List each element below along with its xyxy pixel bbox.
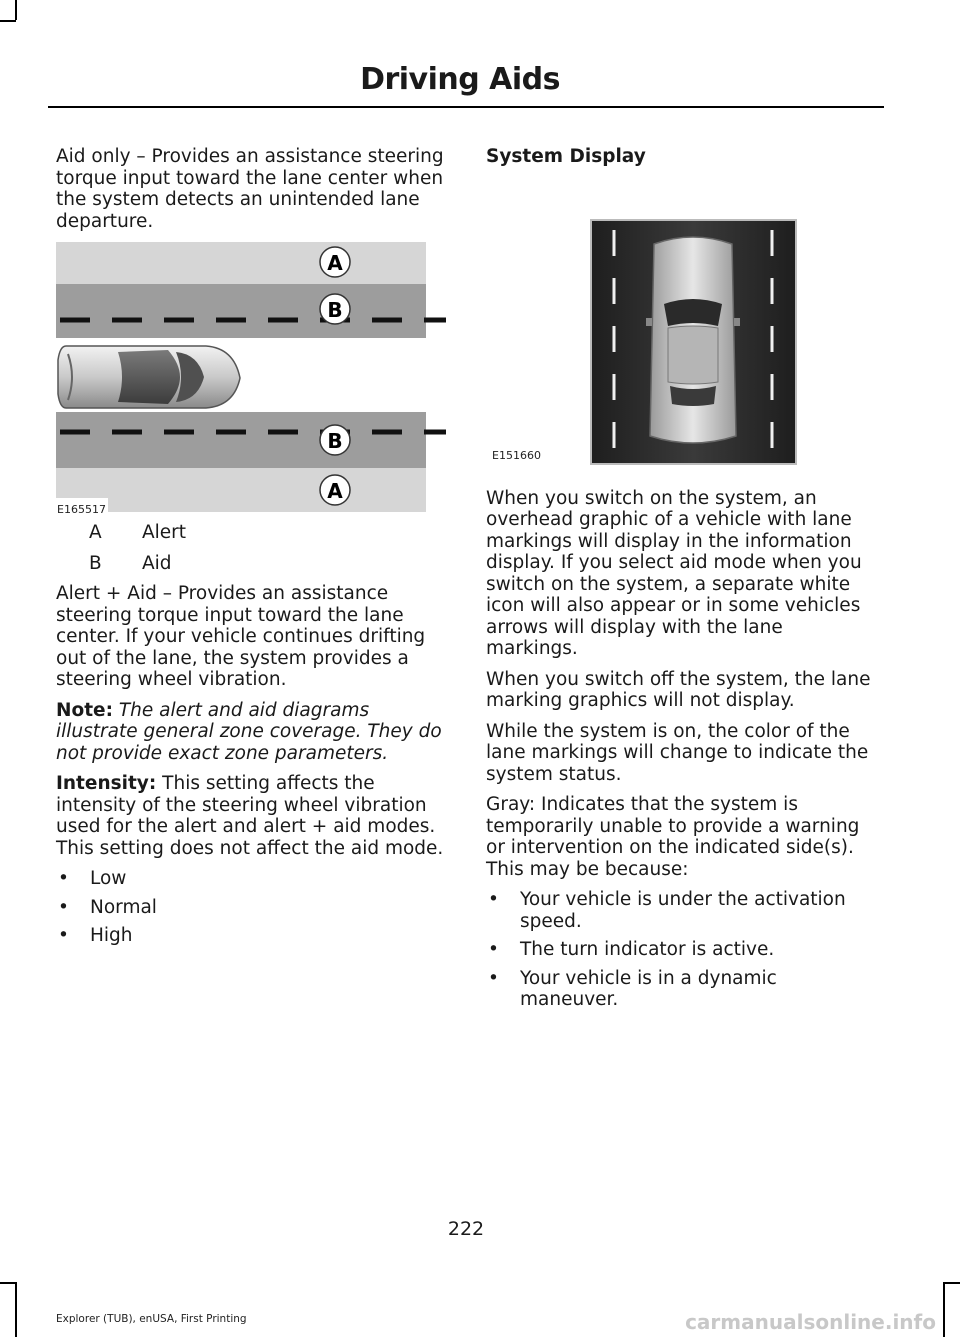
figure-code: E151660 <box>490 444 543 468</box>
crop-mark <box>943 1282 960 1284</box>
vehicle-icon <box>646 237 740 443</box>
aid-zone-top <box>56 284 426 338</box>
legend-value: Aid <box>142 552 172 574</box>
label-b-bottom <box>320 425 350 455</box>
left-column <box>56 146 448 954</box>
page-title: Driving Aids <box>360 62 560 97</box>
reasons-list <box>486 889 878 1011</box>
legend-row <box>56 522 448 544</box>
paragraph: When you switch on the system, an overhead graphic of a vehicle with lane markings will display in the information display. If you select aid mode when you switch on the system, a separate white icon will also appear or in some vehicles arrows will display with the lane markings. <box>486 487 862 659</box>
list-item: • High <box>56 925 448 947</box>
legend-row <box>56 553 448 575</box>
label-b-text: B <box>327 429 343 453</box>
aid-zone-bottom <box>56 412 426 468</box>
section-heading: System Display <box>486 146 646 167</box>
note-label: Note: <box>56 699 113 721</box>
legend-value: Alert <box>142 522 187 543</box>
label-b-text: B <box>327 298 343 322</box>
crop-mark <box>0 1282 16 1284</box>
lane-zone-diagram <box>56 242 446 514</box>
note-paragraph <box>56 700 448 765</box>
list-item: • Low <box>56 868 448 890</box>
paragraph: While the system is on, the color of the lane markings will change to indicate the system status. <box>486 720 869 785</box>
label-b-top <box>320 294 350 324</box>
label-a-text: A <box>327 251 343 275</box>
footer-text: Explorer (TUB), enUSA, First Printing <box>56 1313 247 1325</box>
note-text: The alert and aid diagrams illustrate general zone coverage. They do not provide exact zone parameters. <box>56 699 442 764</box>
legend-key: B <box>89 552 102 574</box>
intensity-paragraph <box>56 773 448 859</box>
page-number: 222 <box>447 1218 485 1240</box>
list-item: • The turn indicator is active. <box>486 939 878 961</box>
alert-zone-bottom <box>56 468 426 512</box>
vehicle-icon <box>58 346 240 408</box>
system-display-diagram <box>486 186 878 478</box>
list-item: • Your vehicle is in a dynamic maneuver. <box>486 968 878 1011</box>
lane-zone-figure <box>56 242 446 514</box>
figure-code: E165517 <box>55 498 108 522</box>
crop-mark <box>0 20 16 22</box>
watermark: carmanualsonline.info <box>685 1310 936 1334</box>
aid-only-paragraph: Aid only – Provides an assistance steering torque input toward the lane center when the system detects an unintended lane departure. <box>56 146 444 232</box>
list-item: • Your vehicle is under the activation speed. <box>486 889 878 932</box>
label-a-bottom <box>320 475 350 505</box>
right-column <box>486 146 878 1018</box>
crop-mark <box>15 1282 17 1337</box>
label-a-top <box>320 247 350 277</box>
intensity-label: Intensity: <box>56 773 157 794</box>
system-display-figure <box>486 186 878 478</box>
paragraph: Gray: Indicates that the system is temporarily unable to provide a warning or intervention on the indicated side(s). This may be because: <box>486 794 860 880</box>
legend <box>56 522 448 574</box>
legend-key: A <box>89 522 102 543</box>
alert-zone-top <box>56 242 426 284</box>
intensity-options-list <box>56 868 448 947</box>
crop-mark <box>943 1282 945 1337</box>
crop-mark <box>15 0 17 20</box>
intensity-text: This setting affects the intensity of the steering wheel vibration used for the alert and alert + aid modes. This setting does not affect the aid mode. <box>56 773 444 859</box>
list-item: • Normal <box>56 897 448 919</box>
alert-aid-paragraph: Alert + Aid – Provides an assistance steering torque input toward the lane center. If your vehicle continues drifting out of the lane, the system provides a steering wheel vibration. <box>56 583 426 690</box>
header-rule <box>48 106 884 108</box>
paragraph: When you switch off the system, the lane marking graphics will not display. <box>486 668 871 711</box>
label-a-text: A <box>327 479 343 503</box>
